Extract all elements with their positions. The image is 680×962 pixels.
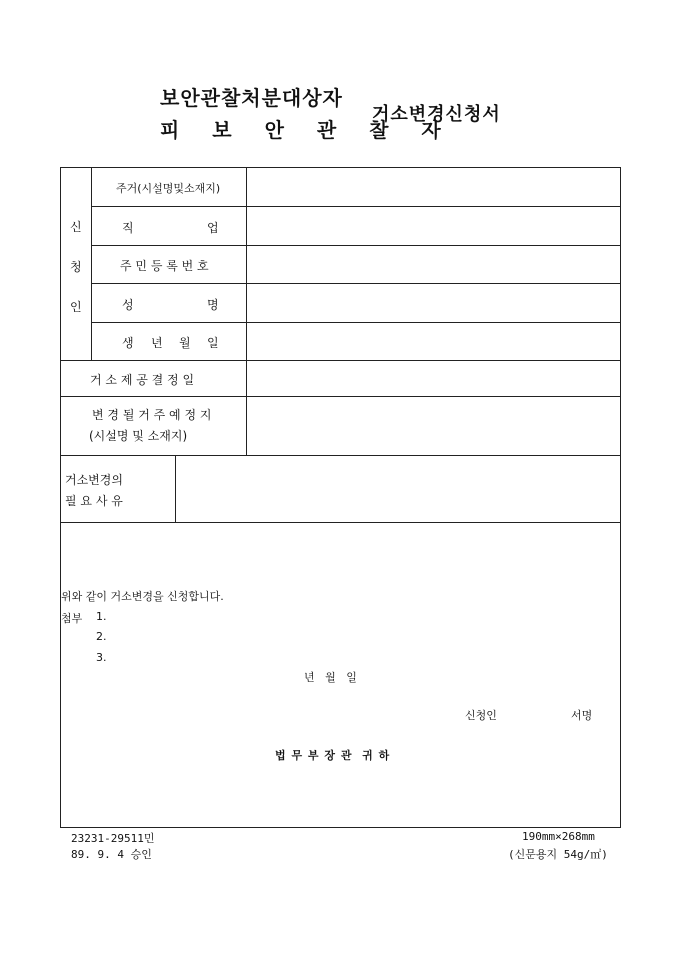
rrn-field[interactable] bbox=[247, 246, 621, 283]
rrn-label: 주 민 등 록 번 호 bbox=[120, 259, 209, 273]
offer-date-label: 거 소 제 공 결 정 일 bbox=[90, 373, 195, 387]
statement-text: 위와 같이 거소변경을 신청합니다. bbox=[61, 590, 224, 603]
reason-label-2: 필 요 사 유 bbox=[65, 494, 123, 508]
name-label-a: 성 bbox=[122, 298, 134, 312]
application-form bbox=[60, 167, 621, 828]
attach-item-3: 3. bbox=[96, 651, 107, 664]
address-label: 주거(시설명및소재지) bbox=[116, 182, 221, 195]
birth-label-d: 일 bbox=[207, 336, 219, 350]
form-code: 23231-29511민 bbox=[71, 832, 155, 845]
side-label-in: 인 bbox=[70, 300, 82, 314]
name-label-b: 명 bbox=[207, 298, 219, 312]
paper-type: (신문용지 54g/㎡) bbox=[508, 848, 608, 861]
offer-date-field[interactable] bbox=[247, 361, 621, 396]
new-place-field[interactable] bbox=[247, 397, 621, 455]
row-divider bbox=[61, 522, 621, 523]
job-field[interactable] bbox=[247, 207, 621, 245]
birth-label-a: 생 bbox=[122, 336, 134, 350]
signature-label: 서명 bbox=[571, 709, 593, 722]
name-field[interactable] bbox=[247, 284, 621, 322]
side-label-cheong: 청 bbox=[70, 260, 82, 274]
paper-size: 190mm×268mm bbox=[522, 830, 595, 843]
col-divider bbox=[91, 168, 92, 360]
attach-item-2: 2. bbox=[96, 630, 107, 643]
title-right: 거소변경신청서 bbox=[372, 104, 501, 125]
birth-field[interactable] bbox=[247, 323, 621, 360]
reason-label-1: 거소변경의 bbox=[65, 473, 123, 487]
birth-label-c: 월 bbox=[179, 336, 191, 350]
addressee: 법 무 부 장 관 귀 하 bbox=[275, 749, 391, 762]
new-place-label-1: 변 경 될 거 주 예 정 지 bbox=[92, 408, 212, 422]
side-label-sin: 신 bbox=[70, 220, 82, 234]
approval-date: 89. 9. 4 승인 bbox=[71, 848, 152, 861]
job-label-b: 업 bbox=[207, 221, 219, 235]
title-line-1: 보안관찰처분대상자 bbox=[160, 86, 343, 110]
attach-item-1: 1. bbox=[96, 610, 107, 623]
new-place-label-2: (시설명 및 소재지) bbox=[89, 429, 188, 443]
title-line-2: 피 보 안 관 찰 자 bbox=[160, 118, 454, 142]
reason-field[interactable] bbox=[176, 456, 621, 522]
date-label: 년 월 일 bbox=[304, 671, 357, 684]
job-label-a: 직 bbox=[122, 221, 134, 235]
applicant-label: 신청인 bbox=[465, 709, 497, 722]
address-field[interactable] bbox=[247, 168, 621, 206]
attach-label: 첨부 bbox=[61, 612, 83, 625]
birth-label-b: 년 bbox=[151, 336, 163, 350]
